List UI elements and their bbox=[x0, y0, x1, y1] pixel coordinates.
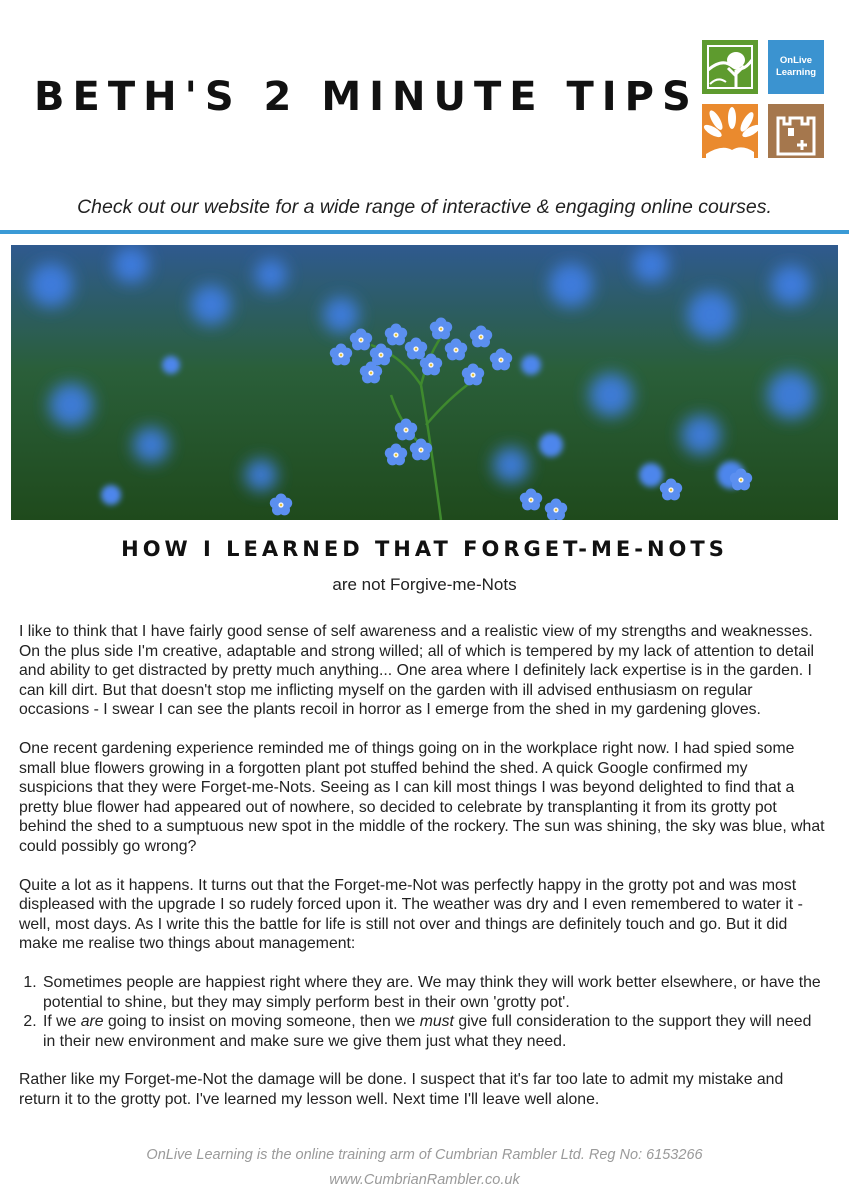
website-link[interactable]: www.CumbrianRambler.co.uk bbox=[329, 1172, 520, 1188]
tree-icon bbox=[702, 40, 758, 94]
onlive-learning-logo[interactable] bbox=[702, 40, 826, 160]
header-divider bbox=[0, 230, 849, 234]
daisy-icon bbox=[702, 104, 758, 158]
logo-text: OnLive Learning bbox=[768, 40, 824, 94]
company-note: OnLive Learning is the online training arm of Cumbrian Rambler Ltd. Reg No: 6153266 bbox=[146, 1147, 703, 1163]
list-item: 1. Sometimes people are happiest right where they are. We may think they will work better elsewhere, or have the potential to shine, but they may simply perform best in their own 'grotty pot'. bbox=[41, 973, 825, 1012]
management-lessons-list bbox=[19, 973, 825, 1051]
castle-icon bbox=[768, 104, 824, 158]
page-title: BETH'S 2 MINUTE TIPS bbox=[34, 74, 699, 120]
list-item: 2. If we are going to insist on moving someone, then we must give full consideration to the support they will need in their new environment and make sure we give them just what they need. bbox=[41, 1012, 825, 1051]
website-tagline: Check out our website for a wide range of interactive & engaging online courses. bbox=[77, 196, 772, 218]
article-subtitle: are not Forgive-me-Nots bbox=[332, 575, 517, 594]
forget-me-not-photo bbox=[11, 245, 838, 520]
paragraph: Quite a lot as it happens. It turns out that the Forget-me-Not was perfectly happy in the grotty pot and was most displeased with the upgrade I so rudely forced upon it. The weather was dry and I even remembered to water it - well, most days. As I write this the battle for life is still not over and things are definitely touch and go. But it did make me realise two things about management: bbox=[19, 876, 803, 953]
paragraph: One recent gardening experience reminded me of things going on in the workplace right now. I had spied some small blue flowers growing in a forgotten plant pot stuffed behind the shed. A quick Google confirmed my suspicions that they were Forget-me-Nots. Seeing as I can kill most things I was beyond delighted to find that a pretty blue flower had appeared out of nowhere, so decided to celebrate by transplanting it from its grotty pot behind the shed to a sumptuous new spot in the middle of the rockery. The sun was shining, the sky was blue, what could possibly go wrong? bbox=[19, 739, 825, 855]
paragraph: Rather like my Forget-me-Not the damage will be done. I suspect that it's far too late to admit my mistake and return it to the grotty pot. I've learned my lesson well. Next time I'll leave well alone. bbox=[19, 1071, 784, 1108]
paragraph: I like to think that I have fairly good sense of self awareness and a realistic view of my strengths and weaknesses. On the plus side I'm creative, adaptable and strong willed; all of which is tempered by my lack of attention to detail and ability to get distracted by pretty much anything... One area where I definitely lack expertise is in the garden. I can kill dirt. But that doesn't stop me inflicting myself on the garden with ill advised enthusiasm on regular occasions - I swear I can see the plants recoil in horror as I emerge from the shed in my gardening gloves. bbox=[19, 623, 815, 719]
article-title: HOW I LEARNED THAT FORGET-ME-NOTS bbox=[121, 537, 728, 561]
article-body bbox=[19, 622, 825, 1128]
